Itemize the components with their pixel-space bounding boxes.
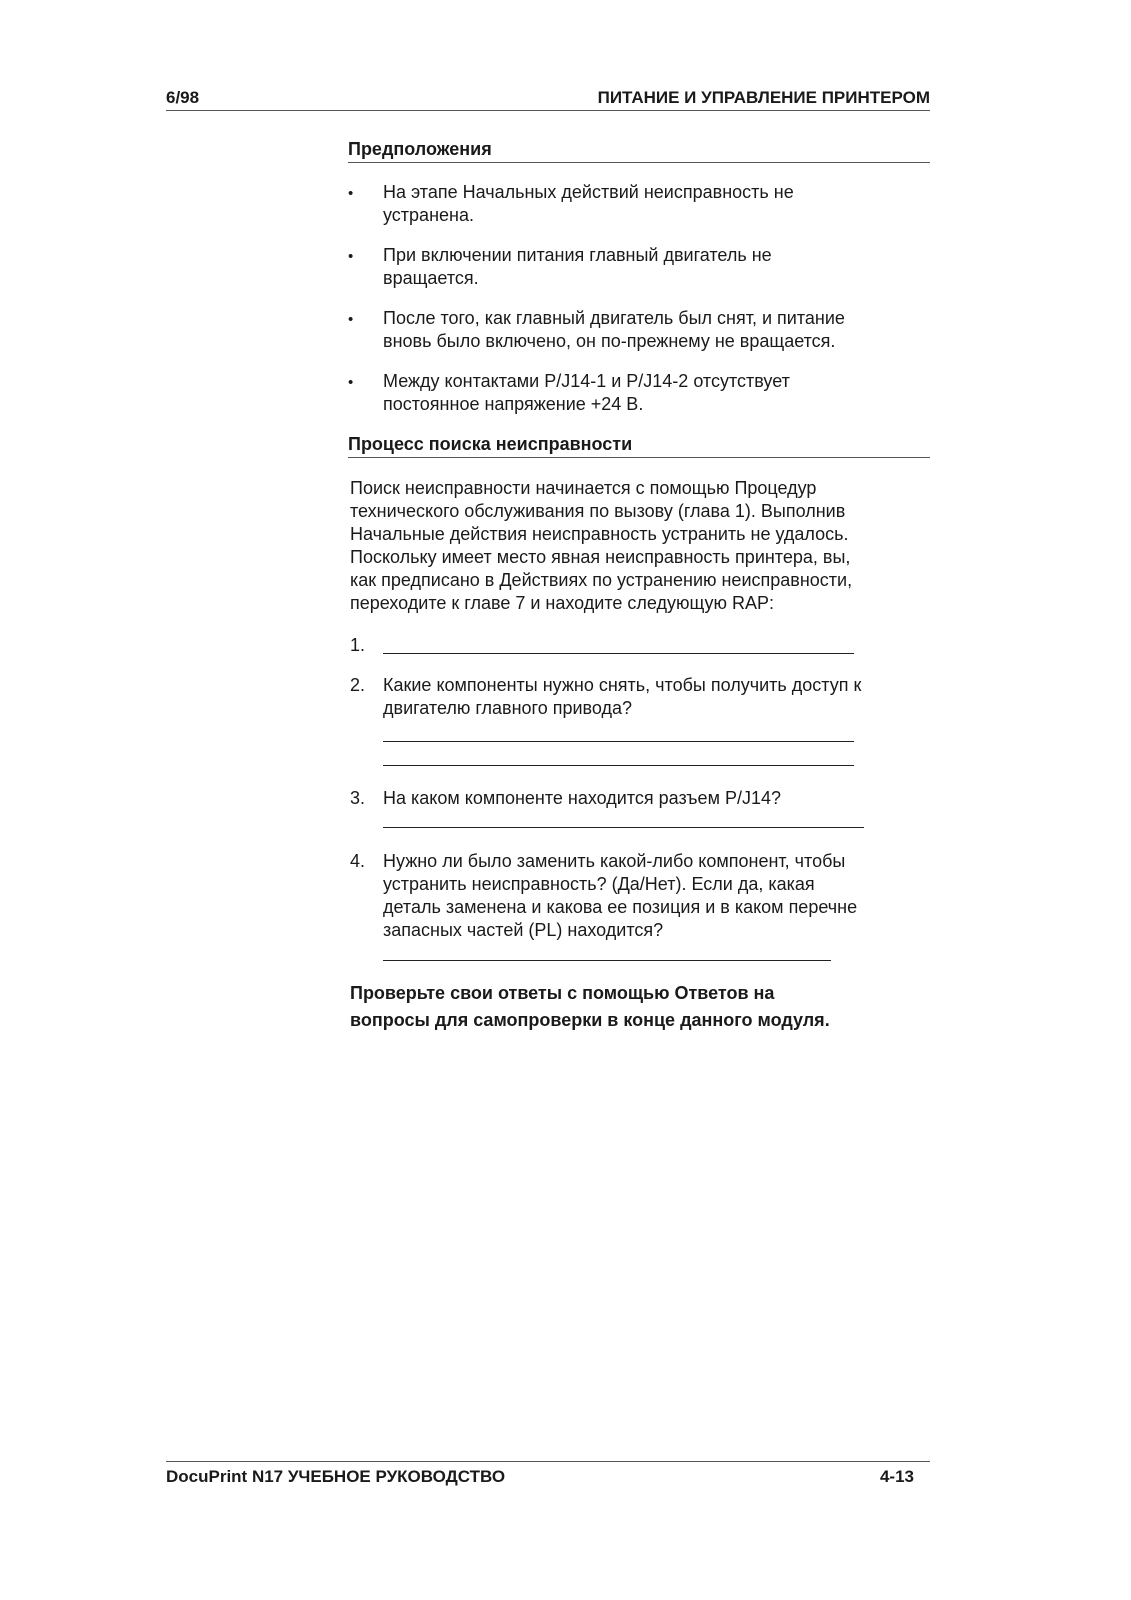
answer-line-3[interactable] <box>383 827 864 828</box>
bullet-4-dot: • <box>348 374 354 391</box>
footer-rule <box>166 1461 930 1462</box>
paragraph-line-6: переходите к главе 7 и находите следующую RAP: <box>350 593 775 613</box>
header-page-date: 6/98 <box>166 88 200 107</box>
bullet-3-dot: • <box>348 311 354 328</box>
header-rule <box>166 110 930 111</box>
paragraph-line-2: технического обслуживания по вызову (глава 1). Выполнив <box>350 501 846 521</box>
bullet-2-line-1: При включении питания главный двигатель не <box>383 245 772 265</box>
footer-manual-title: DocuPrint N17 УЧЕБНОЕ РУКОВОДСТВО <box>166 1467 506 1486</box>
question-4-number: 4. <box>350 851 366 871</box>
bullet-2-line-2: вращается. <box>383 268 479 288</box>
answer-line-2a[interactable] <box>383 741 854 742</box>
bullet-3-line-1: После того, как главный двигатель был снят, и питание <box>383 308 845 328</box>
question-4-line-2: устранить неисправность? (Да/Нет). Если да, какая <box>383 874 815 894</box>
bullet-1-line-1: На этапе Начальных действий неисправность не <box>383 182 794 202</box>
question-4-line-3: деталь заменена и какова ее позиция и в каком перечне <box>383 897 858 917</box>
answer-line-1[interactable] <box>383 653 854 654</box>
question-2-line-1: Какие компоненты нужно снять, чтобы получить доступ к <box>383 675 862 695</box>
bullet-4-line-1: Между контактами P/J14-1 и P/J14-2 отсутствует <box>383 371 790 391</box>
question-2-line-2: двигателю главного привода? <box>383 698 633 718</box>
self-check-note-line-2: вопросы для самопроверки в конце данного модуля. <box>350 1010 830 1030</box>
section-title-assumptions: Предположения <box>348 139 492 159</box>
question-1-number: 1. <box>350 635 366 655</box>
bullet-2-dot: • <box>348 248 354 265</box>
section-title-troubleshooting: Процесс поиска неисправности <box>348 434 633 454</box>
bullet-1-dot: • <box>348 185 354 202</box>
bullet-3-line-2: вновь было включено, он по-прежнему не вращается. <box>383 331 836 351</box>
paragraph-line-5: как предписано в Действиях по устранению неисправности, <box>350 570 853 590</box>
bullet-4-line-2: постоянное напряжение +24 В. <box>383 394 644 414</box>
footer-page-number: 4-13 <box>879 1467 914 1486</box>
question-3-number: 3. <box>350 788 366 808</box>
answer-line-4[interactable] <box>383 960 831 961</box>
answer-line-2b[interactable] <box>383 765 854 766</box>
bullet-1-line-2: устранена. <box>383 205 474 225</box>
paragraph-line-3: Начальные действия неисправность устранить не удалось. <box>350 524 849 544</box>
self-check-note-line-1: Проверьте свои ответы с помощью Ответов на <box>350 983 775 1003</box>
section-rule-assumptions <box>348 162 930 163</box>
paragraph-line-1: Поиск неисправности начинается с помощью Процедур <box>350 478 817 498</box>
question-4-line-4: запасных частей (PL) находится? <box>383 920 664 940</box>
section-rule-troubleshooting <box>348 457 930 458</box>
header-chapter-title: ПИТАНИЕ И УПРАВЛЕНИЕ ПРИНТЕРОМ <box>597 88 930 107</box>
paragraph-line-4: Поскольку имеет место явная неисправность принтера, вы, <box>350 547 851 567</box>
question-3-line-1: На каком компоненте находится разъем P/J14? <box>383 788 781 808</box>
question-4-line-1: Нужно ли было заменить какой-либо компонент, чтобы <box>383 851 846 871</box>
question-2-number: 2. <box>350 675 366 695</box>
